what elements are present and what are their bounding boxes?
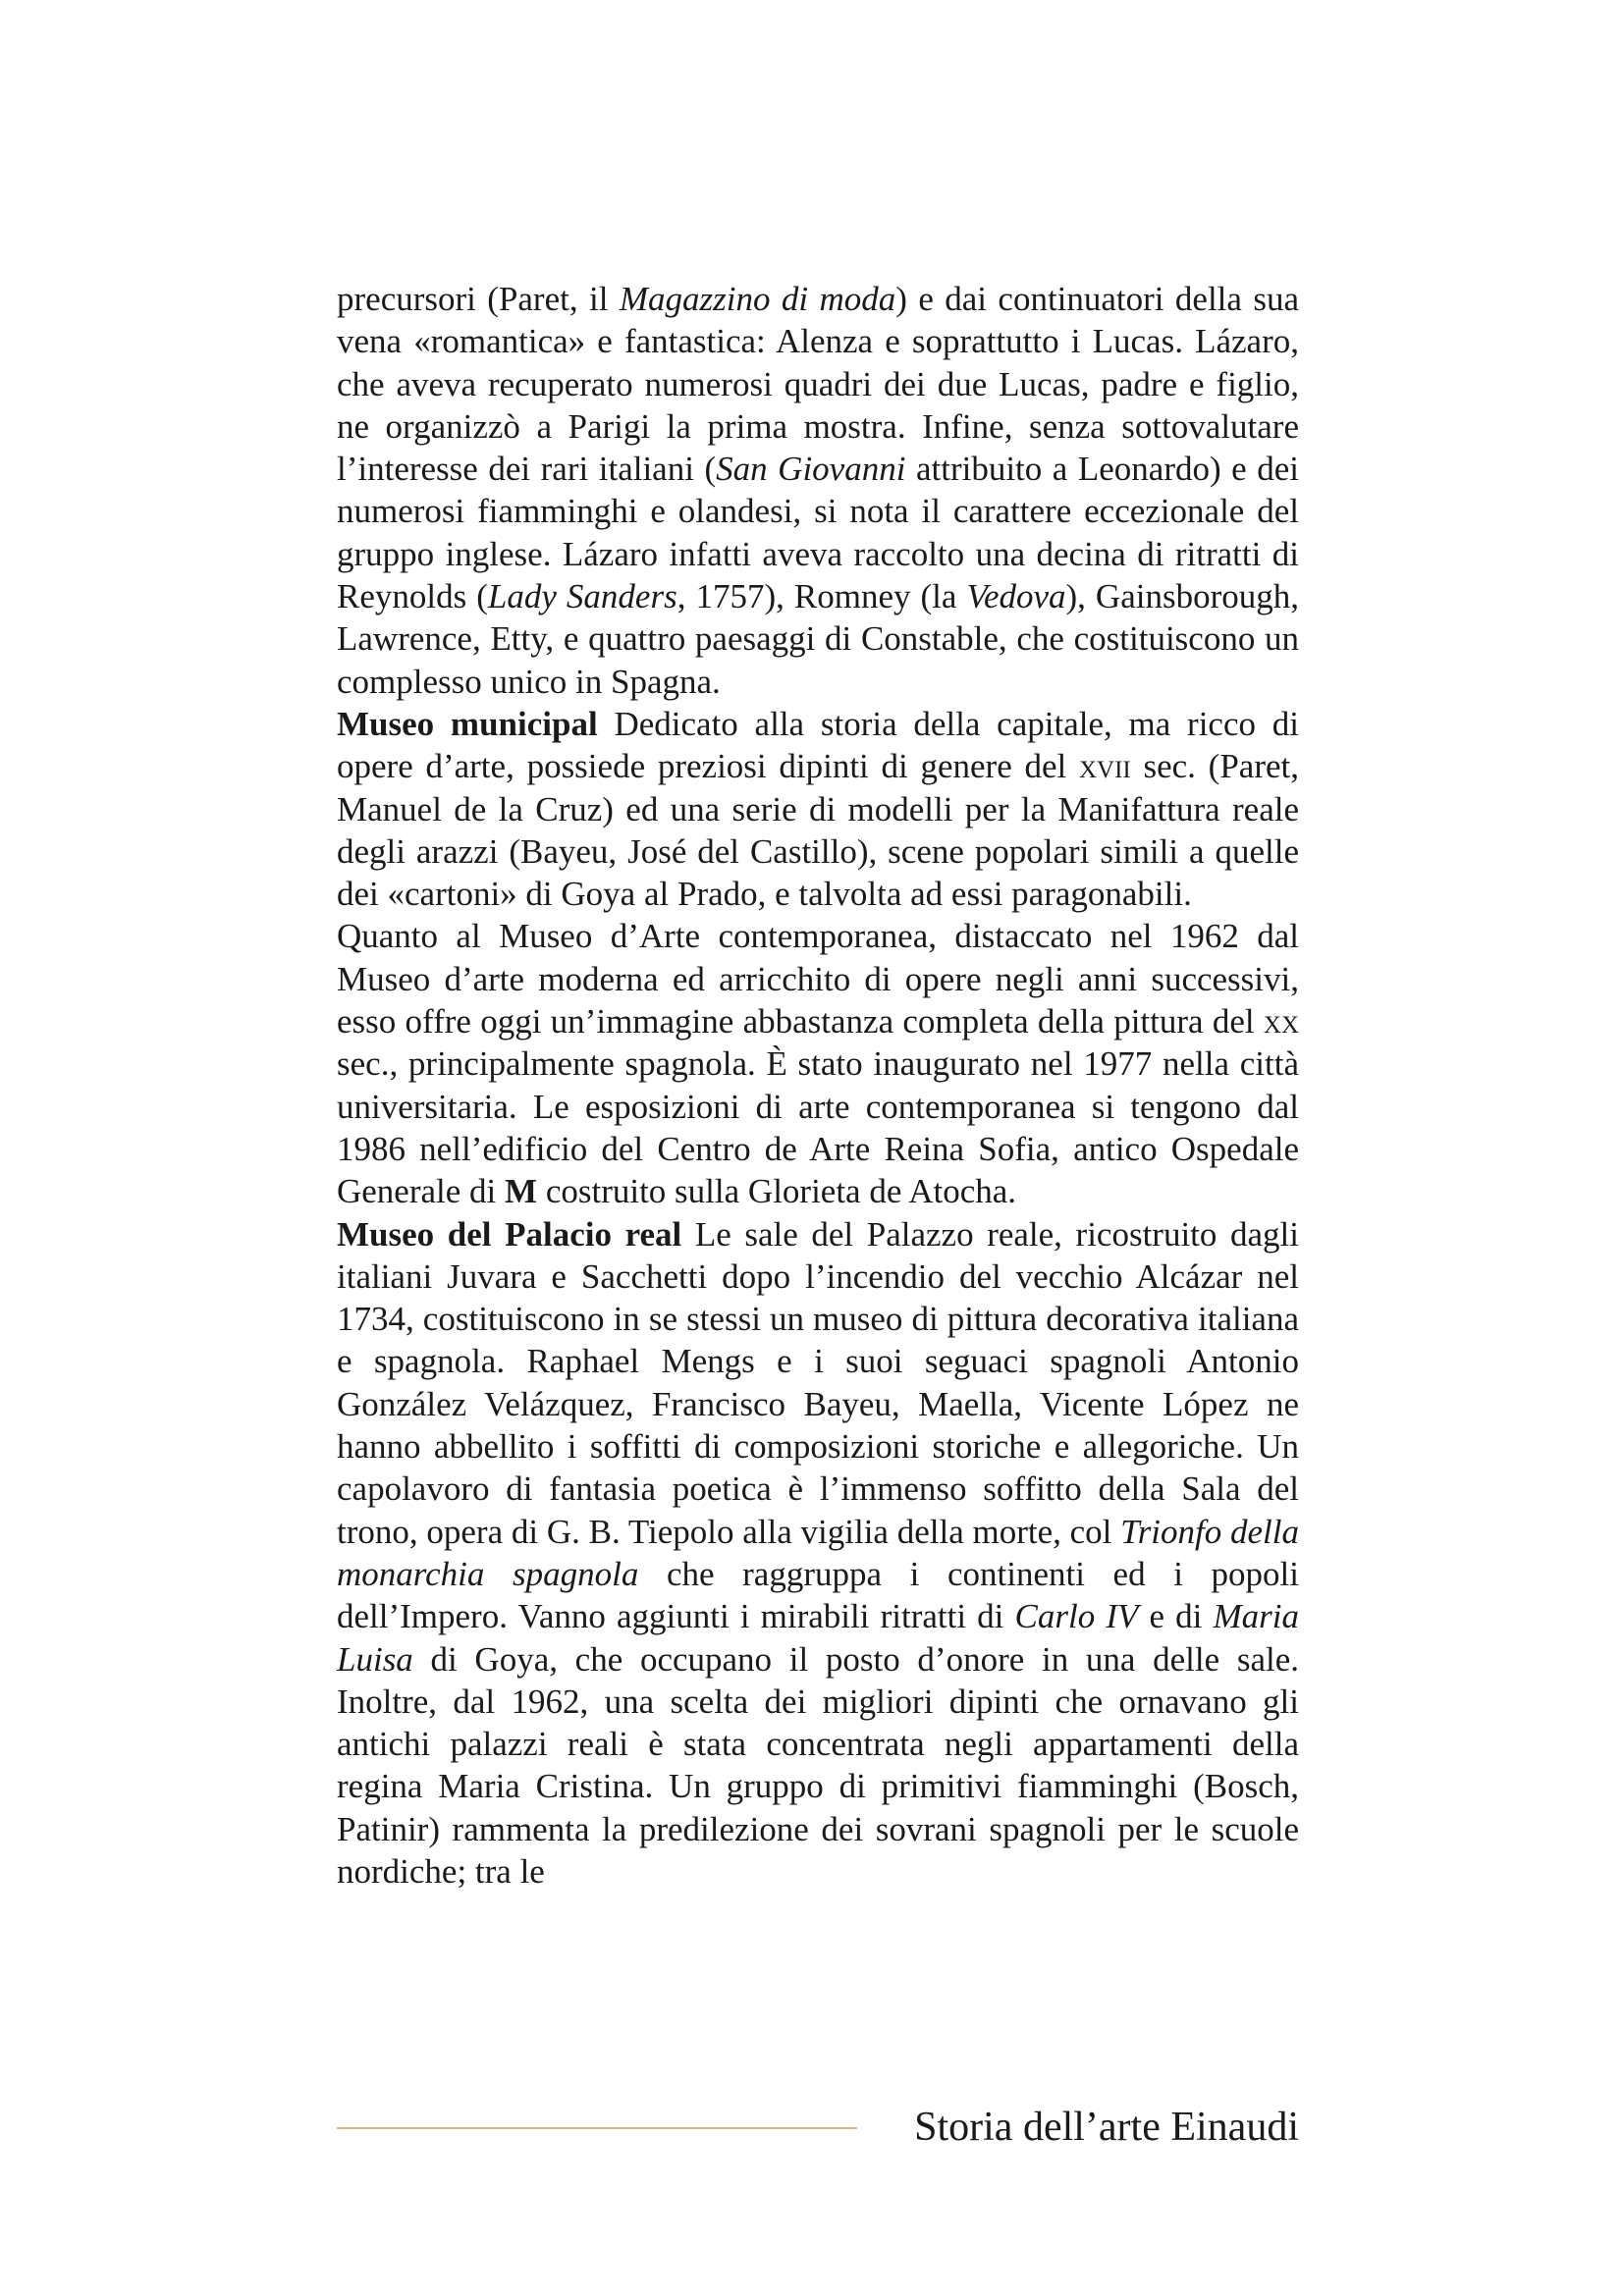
- italic-title: Maria Luisa: [337, 1597, 1299, 1679]
- text-segment: , 1757), Romney (la: [676, 577, 967, 616]
- text-segment: ), Gainsborough, Lawrence, Etty, e quattro paesaggi di Constable, che costituiscono un complesso unico in Spagna.: [337, 577, 1299, 701]
- text-segment: precursori (Paret, il: [337, 280, 620, 318]
- text-segment: Le sale del Palazzo reale, ricostruito dagli italiani Juvara e Sacchetti dopo l’incendio del vecchio Alcázar nel 1734, costituiscono in se stessi un museo di pittura decorativa italiana e spagnola. Raphael Mengs e i suoi seguaci spagnoli Antonio González Velázquez, Francisco Bayeu, Maella, Vicente López ne hanno abbellito i soffitti di composizioni storiche e allegoriche. Un capolavoro di fantasia poetica è l’immenso soffitto della Sala del trono, opera di G. B. Tiepolo alla vigilia della morte, col: [337, 1214, 1299, 1551]
- text-segment: ) e dai continuatori della sua vena «romantica» e fantastica: Alenza e soprattutto i Lucas. Lázaro, che aveva recuperato numerosi quadri dei due Lucas, padre e figlio, ne organizzò a Parigi la prima mostra. Infine, senza sottovalutare l’interesse dei rari italiani (: [337, 280, 1299, 489]
- footer-title: Storia dell’arte Einaudi: [914, 2105, 1299, 2150]
- paragraph: [337, 278, 1299, 703]
- paragraph: [337, 703, 1299, 915]
- paragraph-heading: Museo del Palacio real: [337, 1214, 682, 1254]
- text-segment: sec., principalmente spagnola. È stato inaugurato nel 1977 nella città universitaria. Le esposizioni di arte contemporanea si tengono dal 1986 nell’edificio del Centro de Arte Reina Sofia, antico Ospedale Generale di: [337, 1044, 1299, 1211]
- paragraph-heading: Museo municipal: [337, 704, 598, 743]
- italic-title: Lady Sanders: [487, 577, 677, 616]
- text-segment: attribuito a Leonardo) e dei numerosi fiamminghi e olandesi, si nota il carattere eccezionale del gruppo inglese. Lázaro infatti aveva raccolto una decina di ritratti di Reynolds (: [337, 450, 1299, 616]
- bold-abbrev: M: [505, 1172, 538, 1211]
- italic-title: Magazzino di moda: [619, 280, 896, 318]
- text-segment: Quanto al Museo d’Arte contemporanea, distaccato nel 1962 dal Museo d’arte moderna ed arricchito di opere negli anni successivi, esso offre oggi un’immagine abbastanza completa della pittura del: [337, 917, 1299, 1041]
- italic-title: Carlo IV: [1014, 1597, 1139, 1636]
- italic-title: Trionfo della monarchia spagnola: [337, 1512, 1299, 1593]
- italic-title: Vedova: [966, 577, 1066, 616]
- text-segment: costruito sulla Glorieta de Atocha.: [537, 1172, 1017, 1211]
- text-segment: Dedicato alla storia della capitale, ma ricco di opere d’arte, possiede preziosi dipinti di genere del: [337, 704, 1299, 786]
- text-segment: di Goya, che occupano il posto d’onore in una delle sale. Inoltre, dal 1962, una scelta dei migliori dipinti che ornavano gli antichi palazzi reali è stata concentrata negli appartamenti della regina Maria Cristina. Un gruppo di primitivi fiamminghi (Bosch, Patinir) rammenta la predilezione dei sovrani spagnoli per le scuole nordiche; tra le: [337, 1639, 1299, 1891]
- italic-title: San Giovanni: [716, 450, 906, 489]
- paragraph: [337, 1213, 1299, 1894]
- paragraph: [337, 915, 1299, 1212]
- small-caps-text: xvii: [1078, 747, 1131, 786]
- text-segment: e di: [1138, 1597, 1214, 1636]
- footer-rule: [337, 2127, 857, 2129]
- small-caps-text: xx: [1263, 1002, 1299, 1041]
- text-segment: sec. (Paret, Manuel de la Cruz) ed una serie di modelli per la Manifattura reale degli arazzi (Bayeu, José del Castillo), scene popolari simili a quelle dei «cartoni» di Goya al Prado, e talvolta ad essi paragonabili.: [337, 747, 1299, 914]
- text-segment: che raggruppa i continenti ed i popoli dell’Impero. Vanno aggiunti i mirabili ritratti di: [337, 1554, 1299, 1636]
- body-text: [337, 278, 1299, 1893]
